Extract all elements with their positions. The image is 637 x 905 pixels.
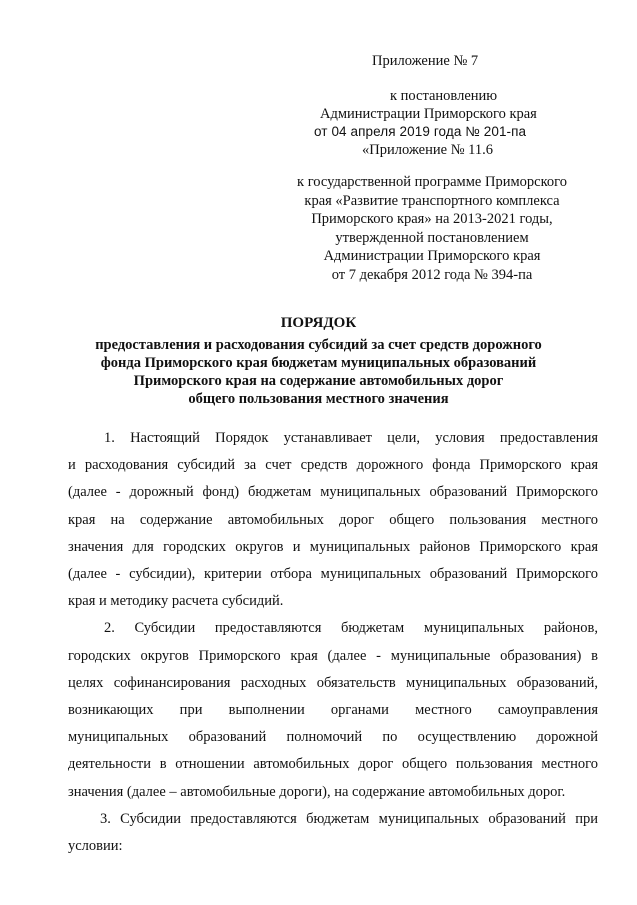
text-line: условии:: [68, 838, 123, 855]
text-line: значения для городских округов и муниципальных районов Приморского края: [68, 538, 598, 555]
program-line: Администрации Приморского края: [323, 248, 541, 264]
text-line: и расходования субсидий за счет средств дорожного фонда Приморского края: [68, 457, 598, 474]
title-line: общего пользования местного значения: [188, 391, 449, 407]
title-line: предоставления и расходования субсидий за счет средств дорожного: [95, 337, 542, 353]
text-line: городских округов Приморского края (далее - муниципальные образования) в: [68, 647, 598, 664]
program-line: Приморского края» на 2013-2021 годы,: [311, 211, 553, 227]
title-main: ПОРЯДОК: [280, 315, 357, 331]
text-line: края на содержание автомобильных дорог общего пользования местного: [68, 511, 598, 528]
appendix-title: Приложение № 7: [372, 53, 479, 69]
text-line: целях софинансирования расходных обязательств муниципальных образований,: [68, 674, 598, 691]
program-line: утвержденной постановлением: [335, 229, 529, 246]
text-line: 3. Субсидии предоставляются бюджетам муниципальных образований при: [100, 810, 598, 827]
decree-to: к постановлению: [390, 88, 498, 104]
paragraph-2: [68, 615, 598, 805]
title-line: фонда Приморского края бюджетам муниципальных образований: [100, 355, 537, 371]
program-line: от 7 декабря 2012 года № 394-па: [331, 266, 533, 283]
title-line: Приморского края на содержание автомобильных дорог: [133, 373, 504, 389]
document-title: [40, 314, 597, 408]
text-line: 1. Настоящий Порядок устанавливает цели, условия предоставления: [104, 430, 598, 446]
program-line: к государственной программе Приморского: [297, 174, 567, 190]
document-body: [68, 425, 598, 860]
paragraph-1: [68, 425, 598, 615]
text-line: (далее - субсидии), критерии отбора муниципальных образований Приморского: [68, 566, 598, 583]
text-line: края и методику расчета субсидий.: [68, 593, 284, 610]
appendix-sub: «Приложение № 11.6: [362, 142, 493, 158]
appendix-header: [300, 52, 600, 159]
text-line: муниципальных образований полномочий по осуществлению дорожной: [68, 729, 598, 746]
decree-admin: Администрации Приморского края: [320, 106, 537, 122]
program-line: края «Развитие транспортного комплекса: [304, 192, 560, 209]
text-line: значения (далее – автомобильные дороги), на содержание автомобильных дорог.: [68, 783, 566, 800]
text-line: возникающих при выполнении органами местного самоуправления: [68, 702, 598, 719]
text-line: 2. Субсидии предоставляются бюджетам муниципальных районов,: [104, 620, 598, 637]
text-line: (далее - дорожный фонд) бюджетам муниципальных образований Приморского: [68, 484, 598, 501]
text-line: деятельности в отношении автомобильных дорог общего пользования местного: [68, 756, 598, 773]
paragraph-3: [68, 806, 598, 860]
program-reference: [282, 173, 582, 284]
decree-date: от 04 апреля 2019 года № 201-па: [314, 124, 527, 139]
